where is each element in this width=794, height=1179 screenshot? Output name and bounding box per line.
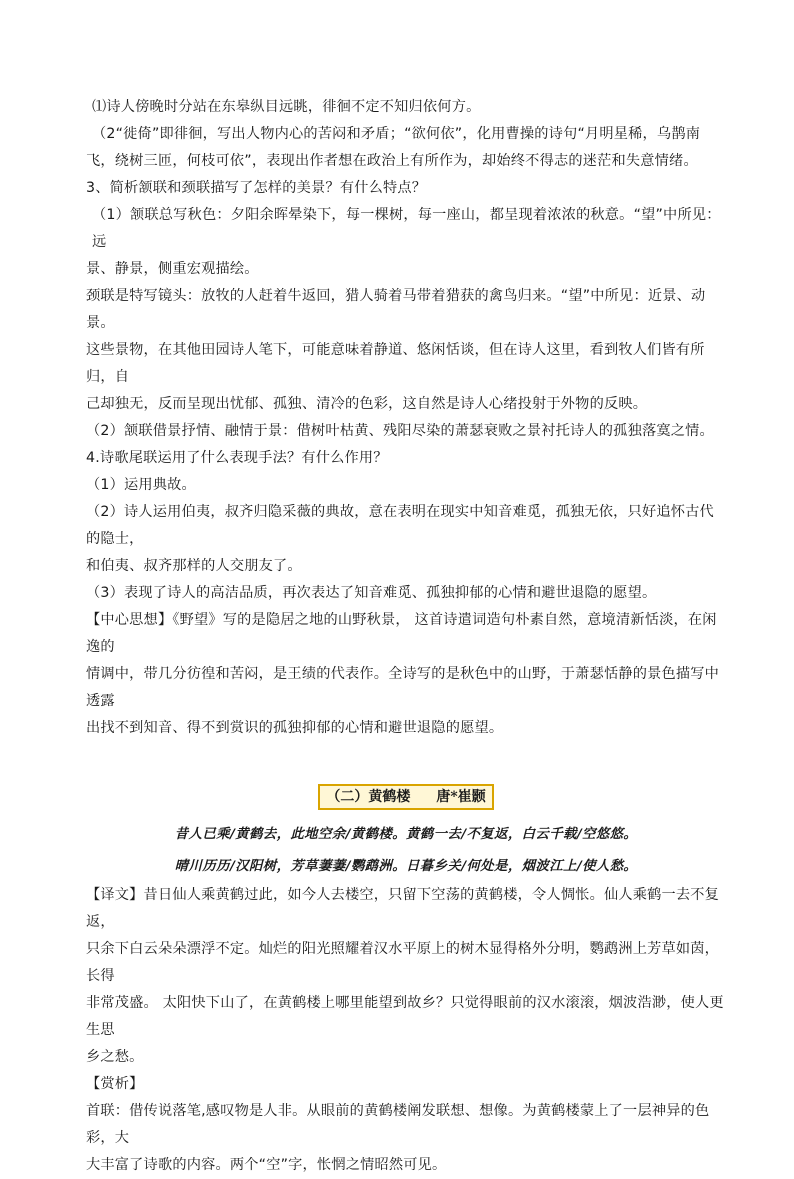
appreciation-paragraph: 首联：借传说落笔,感叹物是人非。从眼前的黄鹤楼阐发联想、想像。为黄鹤楼蒙上了一层神异的色彩，大: [86, 1103, 710, 1146]
paragraph: （3）表现了诗人的高洁品质，再次表达了知音难觅、孤独抑郁的心情和避世退隐的愿望。: [86, 585, 657, 601]
translation-paragraph: 只余下白云朵朵漂浮不定。灿烂的阳光照耀着汉水平原上的树木显得格外分明，鹦鹉洲上芳草如茵，长得: [86, 941, 720, 984]
document-content: [86, 94, 726, 1179]
question-heading: 4.诗歌尾联运用了什么表现手法？有什么作用？: [86, 450, 388, 466]
section-title-box: [318, 784, 493, 810]
section-title: （二）黄鹤楼: [326, 789, 411, 805]
paragraph: ⑴诗人傍晚时分站在东皋纵目远眺，徘徊不定不知归依何方。: [92, 99, 481, 115]
paragraph: 情调中，带几分彷徨和苦闷，是王绩的代表作。全诗写的是秋色中的山野，于萧瑟恬静的景色描写中透露: [86, 666, 720, 709]
translation-paragraph: 非常茂盛。 太阳快下山了，在黄鹤楼上哪里能望到故乡？只觉得眼前的汉水滚滚，烟波浩渺，使人更生思: [86, 995, 724, 1038]
appreciation-paragraph: 大丰富了诗歌的内容。两个“空”字，怅惘之情昭然可见。: [86, 1157, 447, 1173]
paragraph: 这些景物，在其他田园诗人笔下，可能意味着静道、悠闲恬谈，但在诗人这里，看到牧人们皆有所归，自: [86, 342, 705, 385]
paragraph: （2）颔联借景抒情、融情于景：借树叶枯黄、残阳尽染的萧瑟衰败之景衬托诗人的孤独落寞之情。: [86, 423, 714, 439]
poem-line: 晴川历历/汉阳树，芳草萋萋/鹦鹉洲。日暮乡关/何处是，烟波江上/使人愁。: [174, 858, 638, 874]
paragraph: 景、静景，侧重宏观描绘。: [86, 261, 259, 277]
section-title-wrap: [86, 784, 726, 810]
translation-paragraph: 【译文】昔日仙人乘黄鹤过此，如今人去楼空，只留下空荡的黄鹤楼，令人惆怅。仙人乘鹤一去不复返，: [86, 887, 720, 930]
translation-paragraph: 乡之愁。: [86, 1049, 144, 1065]
paragraph: 出找不到知音、得不到赏识的孤独抑郁的心情和避世退隐的愿望。: [86, 720, 504, 736]
question-heading: 3、简析颔联和颈联描写了怎样的美景？有什么特点？: [86, 180, 427, 196]
paragraph: 和伯夷、叔齐那样的人交朋友了。: [86, 558, 302, 574]
poem-line: 昔人已乘/黄鹤去，此地空余/黄鹤楼。黄鹤一去/不复返，白云千载/空悠悠。: [174, 826, 638, 842]
central-idea: 【中心思想】《野望》写的是隐居之地的山野秋景， 这首诗遣词造句朴素自然，意境清新恬淡，在闲逸的: [86, 612, 717, 655]
paragraph: 飞，绕树三匝，何枝可依”，表现出作者想在政治上有所作为，却始终不得志的迷茫和失意情绪。: [86, 153, 698, 169]
paragraph: 己却独无，反而呈现出忧郁、孤独、清冷的色彩，这自然是诗人心绪投射于外物的反映。: [86, 396, 648, 412]
paragraph: （2“徙倚”即徘徊，写出人物内心的苦闷和矛盾；“欲何依”，化用曹操的诗句“月明星稀，乌鹊南: [92, 126, 701, 142]
poem-author: 唐*崔颢: [436, 789, 486, 805]
paragraph: （1）运用典故。: [86, 477, 196, 493]
appreciation-heading: 【赏析】: [86, 1076, 144, 1092]
paragraph: 颈联是特写镜头：放牧的人赶着牛返回，猎人骑着马带着猎获的禽鸟归来。“望”中所见：近景、动景。: [86, 288, 706, 331]
paragraph: （1）颔联总写秋色：夕阳余晖晕染下，每一棵树，每一座山，都呈现着浓浓的秋意。“望”中所见：远: [92, 207, 721, 250]
paragraph: （2）诗人运用伯夷，叔齐归隐采薇的典故，意在表明在现实中知音难觅，孤独无依，只好追怀古代的隐士，: [86, 504, 714, 547]
